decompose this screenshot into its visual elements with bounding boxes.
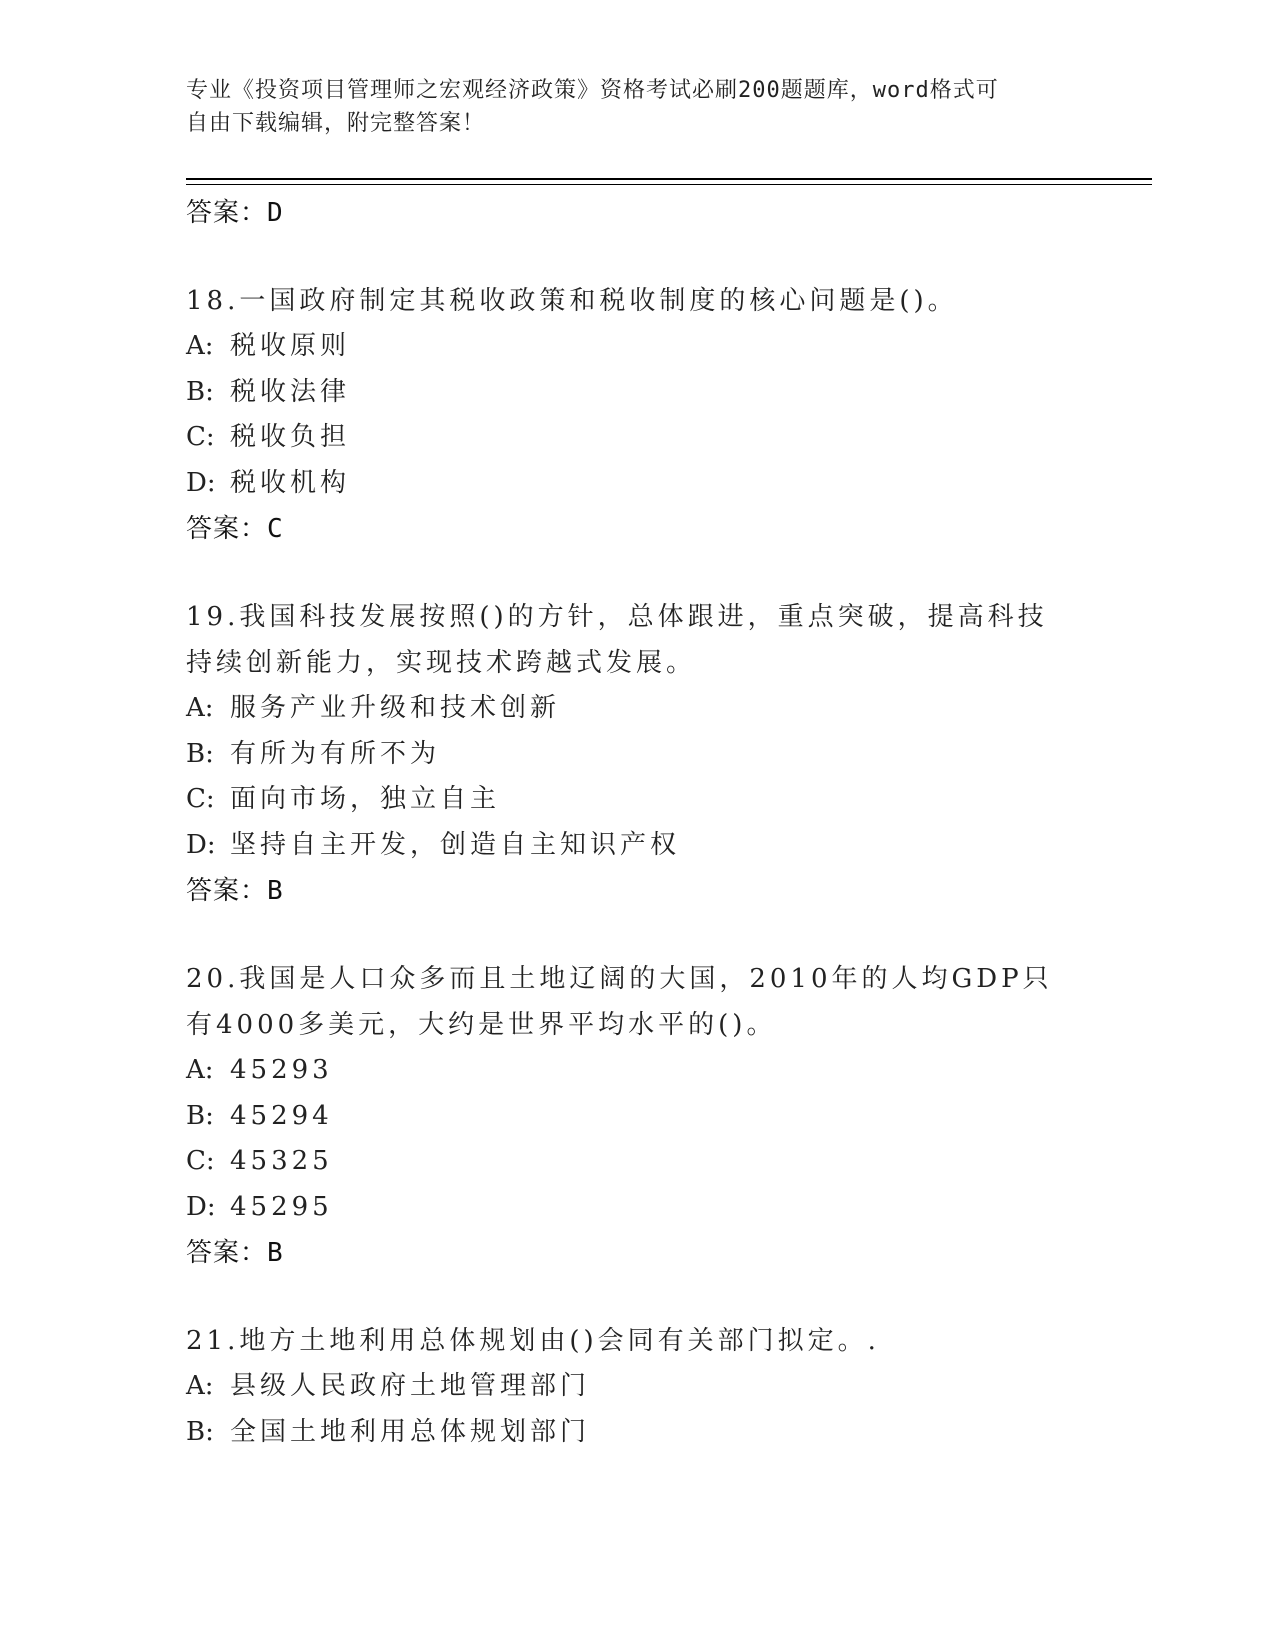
option-text: 税收机构 [230,467,351,498]
answer-value: B [267,876,284,906]
option-text: 45293 [230,1055,333,1085]
answer-label: 答案： [186,514,268,544]
answer-line [186,190,1086,236]
option-text: 有所为有所不为 [230,738,441,769]
option-c [186,415,1086,461]
option-key: B: [186,738,214,769]
answer-line [186,1230,1086,1276]
answer-value: B [267,1238,284,1268]
header-line-1: 专业《投资项目管理师之宏观经济政策》资格考试必刷200题题库，word格式可 [186,78,999,103]
header-rule-thick [186,178,1152,180]
question-list [186,190,1086,1455]
question-stem: 21.地方土地利用总体规划由()会同有关部门拟定。. [186,1326,880,1356]
question-20 [186,956,1086,1276]
option-key: A: [186,331,214,361]
answer-line [186,868,1086,914]
option-text: 45294 [230,1100,333,1131]
option-a [186,1364,1086,1410]
option-key: C: [186,422,215,452]
answer-label: 答案： [186,1238,268,1268]
option-key: D: [186,1191,216,1222]
option-text: 税收法律 [230,376,351,407]
answer-value: D [267,198,284,228]
option-text: 全国土地利用总体规划部门 [230,1416,591,1447]
option-key: C: [186,1146,215,1176]
option-a [186,1048,1086,1094]
question-19 [186,594,1086,914]
header-line-2: 自由下载编辑，附完整答案！ [186,111,486,136]
option-key: C: [186,784,215,814]
option-key: A: [186,1371,214,1401]
option-d [186,823,1086,869]
option-b [186,732,1086,778]
option-key: B: [186,1100,214,1131]
option-key: A: [186,693,214,723]
answer-label: 答案： [186,198,268,228]
option-text: 服务产业升级和技术创新 [230,693,561,723]
option-key: D: [186,467,216,498]
option-key: B: [186,1416,214,1447]
option-text: 面向市场，独立自主 [230,784,501,814]
option-text: 税收原则 [230,331,351,361]
option-d [186,1185,1086,1231]
answer-value: C [267,514,284,544]
question-stem: 19.我国科技发展按照()的方针，总体跟进，重点突破，提高科技持续创新能力，实现技术跨越式发展。 [186,602,1048,678]
option-text: 45295 [230,1191,333,1222]
option-b [186,1094,1086,1140]
option-d [186,461,1086,507]
option-a [186,324,1086,370]
question-stem: 18.一国政府制定其税收政策和税收制度的核心问题是()。 [186,286,958,316]
option-text: 坚持自主开发，创造自主知识产权 [230,829,681,860]
option-c [186,777,1086,823]
question-18 [186,278,1086,552]
answer-line [186,506,1086,552]
question-21 [186,1318,1086,1455]
option-a [186,686,1086,732]
option-text: 45325 [230,1146,333,1176]
question-stem: 20.我国是人口众多而且土地辽阔的大国，2010年的人均GDP只有4000多美元，大约是世界平均水平的()。 [186,964,1053,1040]
option-b [186,370,1086,416]
option-c [186,1139,1086,1185]
answer-label: 答案： [186,876,268,906]
option-key: A: [186,1055,214,1085]
option-text: 税收负担 [230,422,351,452]
option-b [186,1410,1086,1456]
option-key: D: [186,829,216,860]
page-header [186,74,1066,140]
option-text: 县级人民政府土地管理部门 [230,1371,591,1401]
option-key: B: [186,376,214,407]
header-rule-thin [186,184,1152,185]
